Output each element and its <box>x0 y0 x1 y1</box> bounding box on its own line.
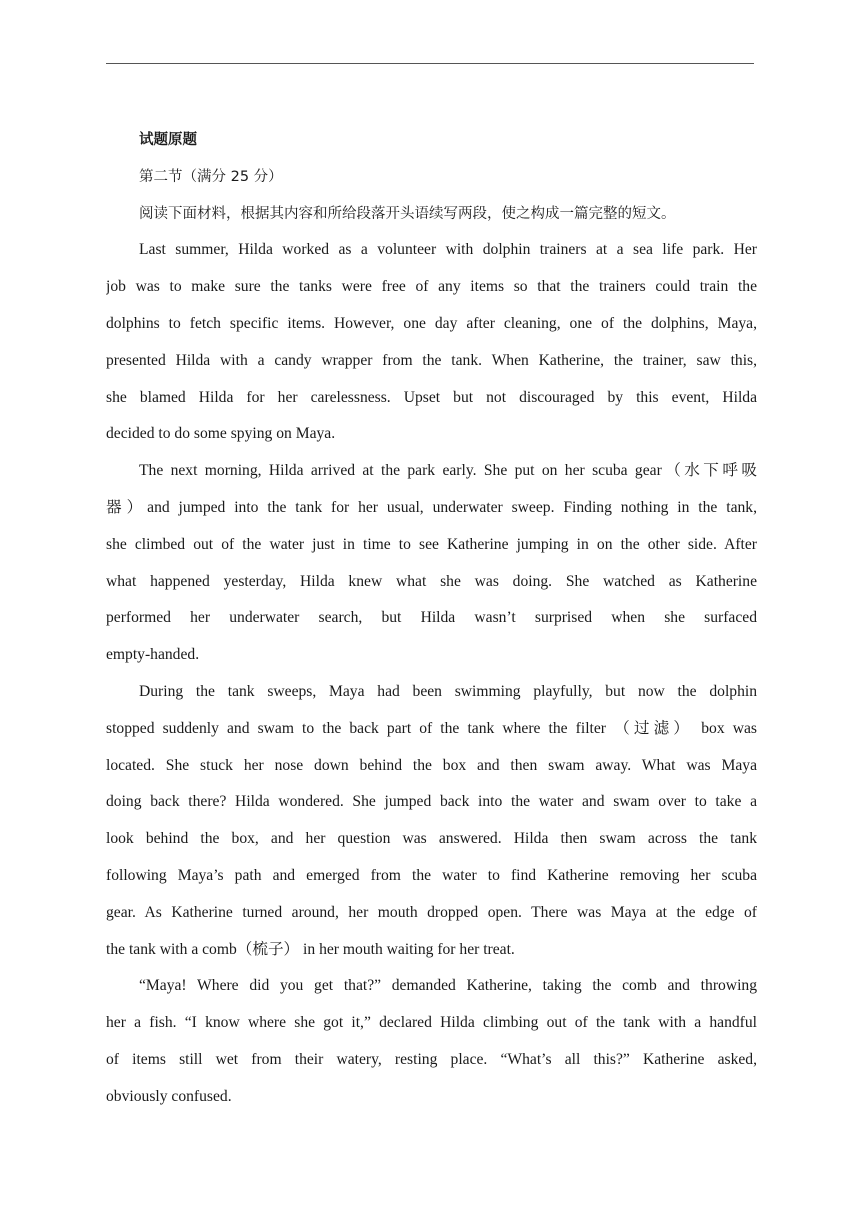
passage-line: located. She stuck her nose down behind the box and then swam away. What was Maya <box>106 756 757 774</box>
passage-line: performed her underwater search, but Hilda wasn’t surprised when she surfaced <box>106 609 757 627</box>
passage-line: presented Hilda with a candy wrapper from the tank. When Katherine, the trainer, saw this, <box>106 351 757 369</box>
passage-line: her a fish. “I know where she got it,” declared Hilda climbing out of the tank with a handful <box>106 1014 757 1032</box>
passage-line: look behind the box, and her question was answered. Hilda then swam across the tank <box>106 830 757 848</box>
document-body <box>106 122 757 1116</box>
passage-line: gear. As Katherine turned around, her mouth dropped open. There was Maya at the edge of <box>106 903 757 921</box>
passage-line: decided to do some spying on Maya. <box>106 425 336 443</box>
passage <box>106 232 757 1115</box>
header-rule <box>106 63 754 64</box>
passage-line: The next morning, Hilda arrived at the park early. She put on her scuba gear（水下呼吸 <box>139 462 757 480</box>
passage-line: Last summer, Hilda worked as a volunteer with dolphin trainers at a sea life park. Her <box>139 241 757 259</box>
question-heading: 试题原题 <box>139 132 197 148</box>
passage-line: stopped suddenly and swam to the back part of the tank where the filter （过滤） box was <box>106 719 757 737</box>
passage-line: of items still wet from their watery, resting place. “What’s all this?” Katherine asked, <box>106 1050 757 1068</box>
passage-line: During the tank sweeps, Maya had been swimming playfully, but now the dolphin <box>139 682 757 700</box>
section-title: 第二节（满分 25 分） <box>139 168 283 185</box>
passage-line: what happened yesterday, Hilda knew what she was doing. She watched as Katherine <box>106 572 757 590</box>
passage-line: job was to make sure the tanks were free of any items so that the trainers could train the <box>106 278 757 296</box>
passage-line: the tank with a comb（梳子） in her mouth waiting for her treat. <box>106 940 515 958</box>
passage-line: following Maya’s path and emerged from the water to find Katherine removing her scuba <box>106 866 757 884</box>
passage-line: she blamed Hilda for her carelessness. Upset but not discouraged by this event, Hilda <box>106 388 757 406</box>
passage-line: empty-handed. <box>106 646 200 664</box>
passage-line: dolphins to fetch specific items. However, one day after cleaning, one of the dolphins, Maya, <box>106 314 757 332</box>
passage-line: doing back there? Hilda wondered. She jumped back into the water and swam over to take a <box>106 793 757 811</box>
passage-line: “Maya! Where did you get that?” demanded Katherine, taking the comb and throwing <box>139 977 757 995</box>
passage-line: she climbed out of the water just in time to see Katherine jumping in on the other side. After <box>106 535 757 553</box>
passage-line: 器）and jumped into the tank for her usual, underwater sweep. Finding nothing in the tank, <box>106 498 757 516</box>
instruction-text: 阅读下面材料，根据其内容和所给段落开头语续写两段，使之构成一篇完整的短文。 <box>139 205 676 222</box>
passage-line: obviously confused. <box>106 1087 232 1105</box>
